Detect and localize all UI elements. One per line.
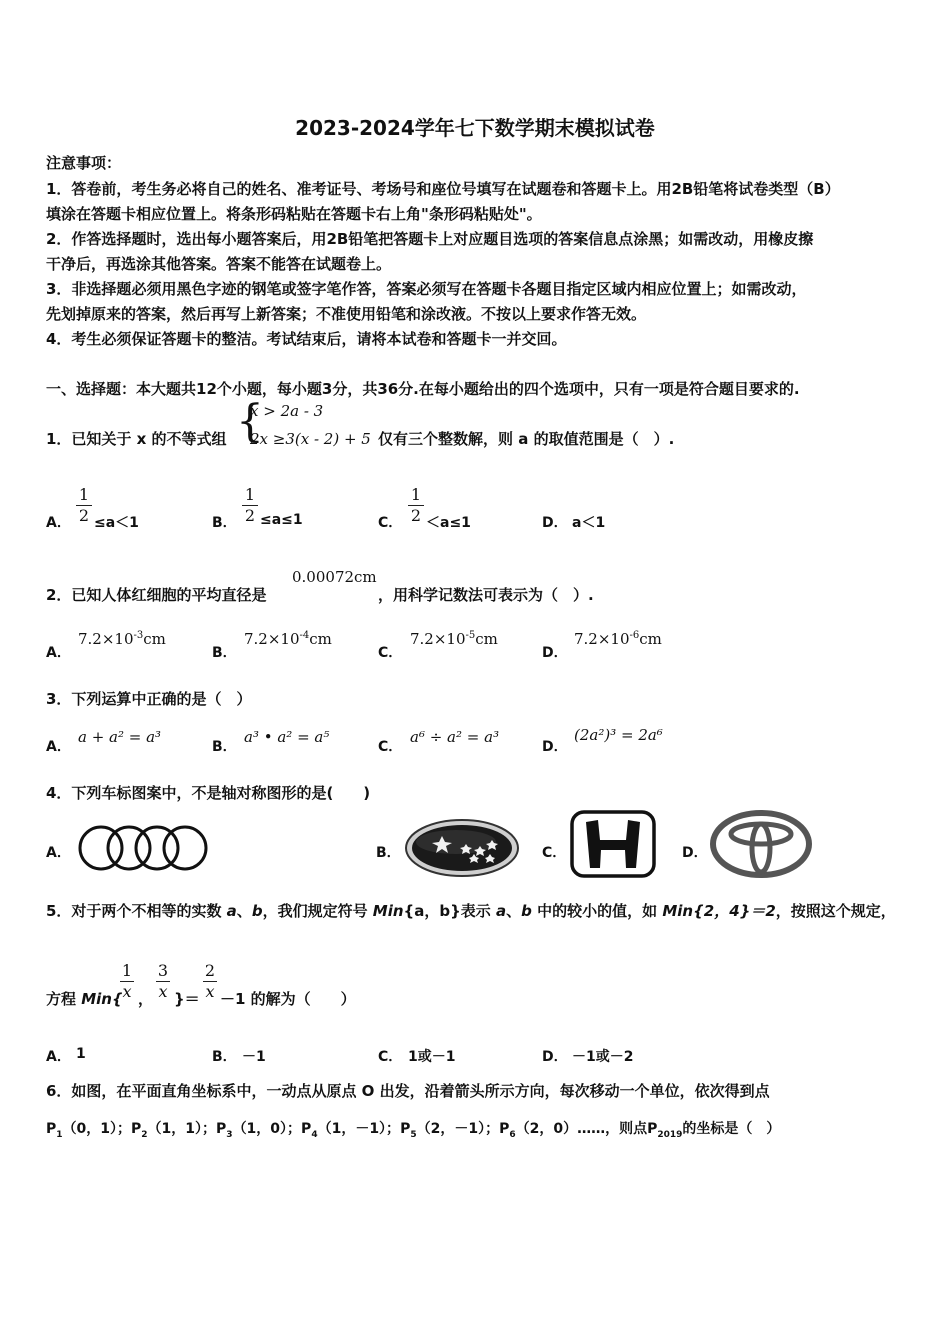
q1-suffix: 仅有三个整数解，则 a 的取值范围是（ ）. — [378, 430, 675, 448]
option-text: 1或－1 — [408, 1049, 456, 1065]
subaru-stars-icon — [404, 818, 520, 878]
option-label: C． — [378, 739, 403, 755]
q1-prefix: 1．已知关于 x 的不等式组 — [46, 430, 227, 448]
option-label: A． — [46, 515, 71, 531]
fraction — [76, 486, 92, 525]
equals: }＝ — [174, 990, 200, 1008]
option-label: B． — [376, 845, 401, 861]
option-expression: a + a² = a³ — [78, 728, 162, 746]
fraction-numerator: 1 — [121, 961, 133, 980]
option-label: D． — [682, 845, 708, 861]
fraction-denominator: x — [158, 982, 168, 1001]
option-label: B． — [212, 645, 237, 661]
fraction — [408, 486, 424, 525]
option-expression: a⁶ ÷ a² = a³ — [410, 728, 500, 746]
option-expression: (2a²)³ = 2a⁶ — [574, 726, 663, 744]
fraction — [203, 962, 217, 1001]
option-label: A． — [46, 1049, 71, 1065]
toyota-ellipses-icon — [710, 810, 812, 878]
fraction-denominator: 2 — [244, 506, 256, 525]
page-title: 2023-2024学年七下数学期末模拟试卷 — [295, 116, 655, 140]
q4-stem: 4．下列车标图案中，不是轴对称图形的是( ) — [46, 784, 371, 802]
fraction-denominator: x — [122, 982, 132, 1001]
option-expression: $7.2\times 10^{-3}cm$ — [78, 630, 166, 648]
option-label: A． — [46, 739, 71, 755]
option-text: －1或－2 — [572, 1049, 634, 1065]
option-text: ≤a≤1 — [260, 512, 303, 528]
option-expression: $7.2\times 10^{-5}cm$ — [410, 630, 498, 648]
q2-suffix: ，用科学记数法可表示为（ ）. — [378, 586, 594, 604]
option-label: D． — [542, 645, 568, 661]
q1-inequality: 2x ≥3(x - 2) + 5 — [250, 430, 371, 448]
option-label: D． — [542, 739, 568, 755]
fraction — [120, 962, 134, 1001]
fraction-denominator: 2 — [78, 506, 90, 525]
option-expression: a³ • a² = a⁵ — [244, 728, 330, 746]
honda-h-icon — [570, 810, 656, 878]
notice-line: 干净后，再选涂其他答案。答案不能答在试题卷上。 — [46, 255, 392, 273]
fraction-denominator: x — [205, 982, 215, 1001]
option-label: D． — [542, 1049, 568, 1065]
comma: ， — [138, 990, 154, 1008]
option-label: C． — [542, 845, 567, 861]
fraction-denominator: 2 — [410, 506, 422, 525]
option-text: a＜1 — [572, 515, 606, 531]
option-label: C． — [378, 1049, 403, 1065]
q3-stem: 3．下列运算中正确的是（ ） — [46, 690, 252, 708]
q5-equation-prefix: 方程 Min{ — [46, 990, 123, 1008]
fraction-numerator: 1 — [78, 485, 90, 504]
notice-line: 填涂在答题卡相应位置上。将条形码粘贴在答题卡右上角"条形码粘贴处"。 — [46, 205, 542, 223]
option-text: ＜a≤1 — [426, 515, 471, 531]
system-brace: { — [236, 396, 264, 447]
option-label: B． — [212, 515, 237, 531]
option-label: B． — [212, 1049, 237, 1065]
fraction-numerator: 2 — [204, 961, 216, 980]
fraction — [242, 486, 258, 525]
notice-line: 4．考生必须保证答题卡的整洁。考试结束后，请将本试卷和答题卡一并交回。 — [46, 330, 567, 348]
fraction-numerator: 1 — [410, 485, 422, 504]
notice-line: 先划掉原来的答案，然后再写上新答案；不准使用铅笔和涂改液。不按以上要求作答无效。 — [46, 305, 647, 323]
q5-stem: 5．对于两个不相等的实数 a、b，我们规定符号 Min{a，b}表示 a、b 中的较小的值，如 Min{2，4}＝2，按照这个规定， — [46, 902, 896, 920]
notice-line: 1．答卷前，考生务必将自己的姓名、准考证号、考场号和座位号填写在试题卷和答题卡上。用2B铅笔将试卷类型（B） — [46, 180, 840, 198]
q6-points: $P_1(0$，1）；$P_2(1$，1）；$P_3(1$，0）；$P_4(1$，－1）；$P_5(2$，－1）；$P_6(2$，0）……，则点$P_{2019}$的坐标是（ ） — [46, 1121, 781, 1140]
q2-prefix: 2．已知人体红细胞的平均直径是 — [46, 586, 267, 604]
q5-equation-suffix: －1 的解为（ ） — [220, 990, 356, 1008]
q1-inequality: x > 2a - 3 — [250, 402, 324, 420]
q6-stem: 6．如图，在平面直角坐标系中，一动点从原点 O 出发，沿着箭头所示方向，每次移动一个单位，依次得到点 — [46, 1082, 770, 1100]
fraction — [156, 962, 170, 1001]
fraction-numerator: 3 — [157, 961, 169, 980]
option-text: －1 — [242, 1049, 266, 1065]
option-text: 1 — [76, 1046, 86, 1062]
option-label: A． — [46, 845, 71, 861]
option-expression: $7.2\times 10^{-4}cm$ — [244, 630, 332, 648]
option-expression: $7.2\times 10^{-6}cm$ — [574, 630, 662, 648]
notice-line: 2．作答选择题时，选出每小题答案后，用2B铅笔把答题卡上对应题目选项的答案信息点涂黑；如需改动，用橡皮擦 — [46, 230, 814, 248]
section-heading: 一、选择题：本大题共12个小题，每小题3分，共36分.在每小题给出的四个选项中，只有一项是符合题目要求的. — [46, 380, 800, 398]
option-text: ≤a＜1 — [94, 515, 139, 531]
option-label: B． — [212, 739, 237, 755]
notice-line: 3．非选择题必须用黑色字迹的钢笔或签字笔作答，答案必须写在答题卡各题目指定区域内相应位置上；如需改动， — [46, 280, 807, 298]
option-label: C． — [378, 515, 403, 531]
option-label: A． — [46, 645, 71, 661]
option-label: D． — [542, 515, 568, 531]
notice-heading: 注意事项： — [46, 154, 122, 172]
fraction-numerator: 1 — [244, 485, 256, 504]
audi-rings-icon — [74, 824, 214, 872]
option-label: C． — [378, 645, 403, 661]
q2-value: 0.00072cm — [292, 568, 377, 586]
